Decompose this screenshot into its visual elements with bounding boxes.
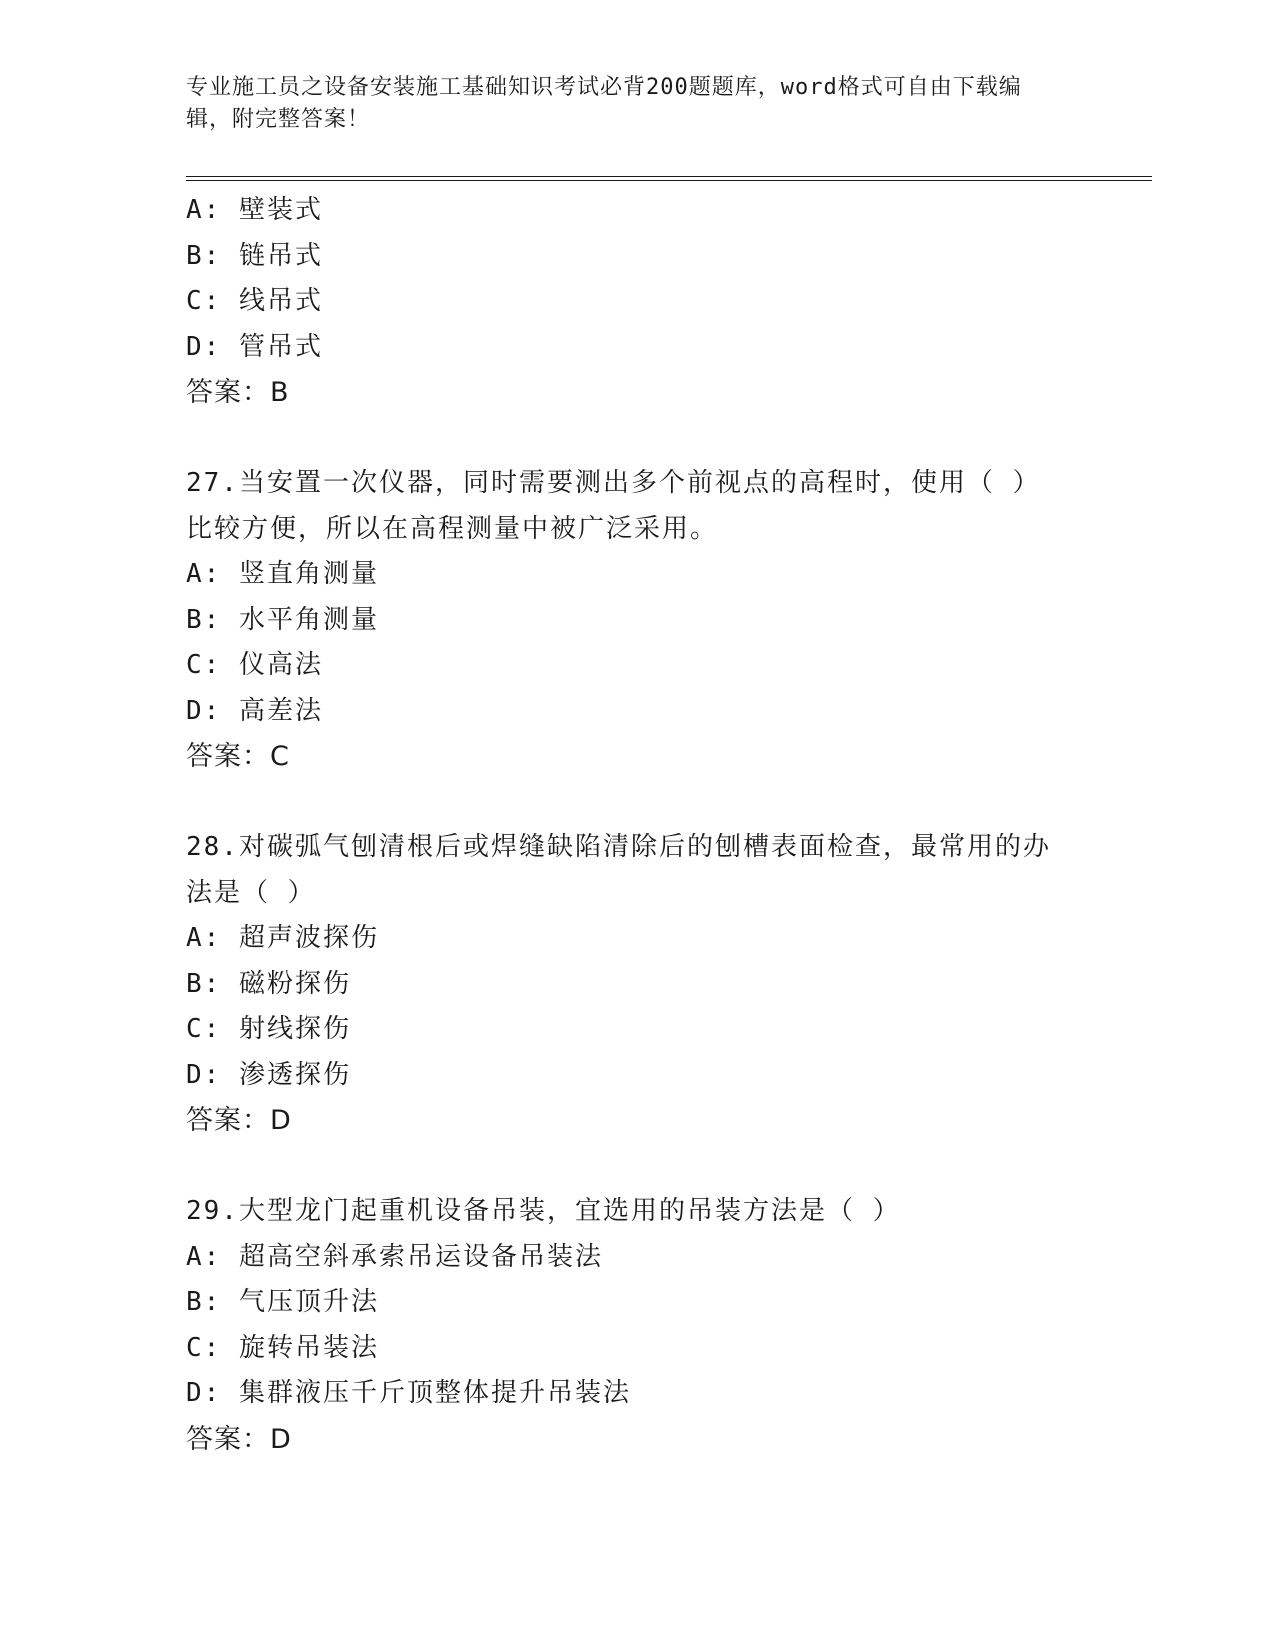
option-a: A: 超声波探伤 bbox=[186, 923, 379, 953]
question-block bbox=[186, 825, 1086, 1144]
question-stem: 29.大型龙门起重机设备吊装，宜选用的吊装方法是（ ） bbox=[186, 1196, 901, 1226]
option-b: B: 气压顶升法 bbox=[186, 1287, 379, 1317]
option-a: A: 壁装式 bbox=[186, 195, 323, 225]
option-c: C: 仪高法 bbox=[186, 650, 323, 680]
spacer bbox=[186, 1144, 1086, 1190]
option-d: D: 高差法 bbox=[186, 695, 323, 726]
option-b: B: 链吊式 bbox=[186, 240, 323, 271]
question-stem: 法是（ ） bbox=[186, 877, 316, 908]
document-header: 专业施工员之设备安装施工基础知识考试必背200题题库，word格式可自由下载编辑，附完整答案！ bbox=[186, 75, 1022, 132]
option-a: A: 竖直角测量 bbox=[186, 559, 379, 589]
header-divider bbox=[186, 176, 1152, 181]
option-d: D: 集群液压千斤顶整体提升吊装法 bbox=[186, 1378, 631, 1408]
option-b: B: 水平角测量 bbox=[186, 604, 379, 635]
question-stem: 比较方便，所以在高程测量中被广泛采用。 bbox=[186, 513, 719, 544]
option-b: B: 磁粉探伤 bbox=[186, 968, 351, 999]
option-d: D: 管吊式 bbox=[186, 331, 323, 362]
answer-line: 答案：B bbox=[186, 377, 290, 408]
option-a: A: 超高空斜承索吊运设备吊装法 bbox=[186, 1241, 603, 1272]
option-c: C: 旋转吊装法 bbox=[186, 1332, 379, 1363]
answer-line: 答案：C bbox=[186, 741, 290, 772]
spacer bbox=[186, 416, 1086, 462]
question-block bbox=[186, 188, 1086, 416]
answer-line: 答案：D bbox=[186, 1423, 292, 1455]
question-block bbox=[186, 461, 1086, 780]
option-d: D: 渗透探伤 bbox=[186, 1059, 351, 1090]
spacer bbox=[186, 780, 1086, 826]
question-stem: 28.对碳弧气刨清根后或焊缝缺陷清除后的刨槽表面检查，最常用的办 bbox=[186, 832, 1051, 862]
question-list bbox=[186, 188, 1086, 1462]
question-stem: 27.当安置一次仪器，同时需要测出多个前视点的高程时，使用（ ） bbox=[186, 468, 1041, 498]
option-c: C: 射线探伤 bbox=[186, 1014, 351, 1044]
answer-line: 答案：D bbox=[186, 1105, 292, 1136]
question-block bbox=[186, 1189, 1086, 1462]
option-c: C: 线吊式 bbox=[186, 286, 323, 316]
